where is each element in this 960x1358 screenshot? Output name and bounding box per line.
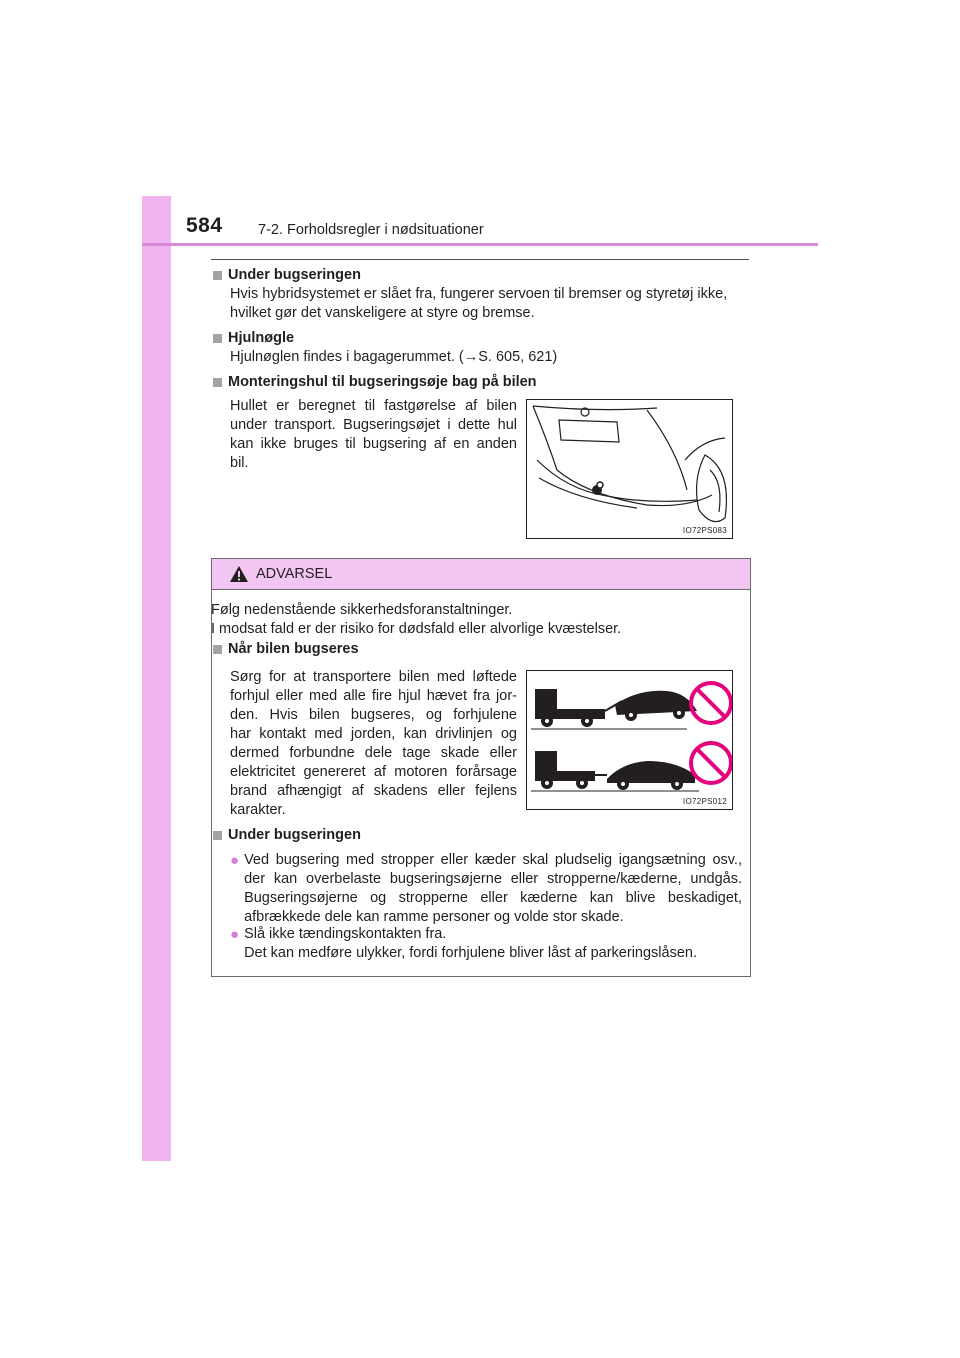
square-bullet-icon [213, 334, 222, 343]
warning-sub-heading-1 [211, 640, 751, 659]
sub1-text-line: forhjul eller med alle fire hjul hævet fra jor- [230, 688, 517, 704]
sub1-text-line: brand afhængigt af skadens eller fejlens [230, 783, 517, 799]
section-text-line: bil. [230, 455, 249, 471]
warning-bullet-2 [230, 925, 742, 963]
figure-code: IO72PS083 [682, 526, 727, 535]
bullet-text-line: Ved bugsering med stropper eller kæder skal pludselig igangsætning osv., [244, 852, 742, 868]
figure-code: IO72PS012 [682, 797, 727, 806]
section-text-line: Hjulnøglen findes i bagagerummet. (→S. 605, 621) [230, 349, 558, 365]
sub-heading: Når bilen bugseres [228, 641, 359, 657]
square-bullet-icon [213, 645, 222, 654]
section-text-line: hvilket gør det vanskeligere at styre og bremse. [230, 305, 535, 321]
bullet-text-line: Det kan medføre ulykker, fordi forhjulene bliver låst af parkeringslåsen. [244, 945, 697, 961]
square-bullet-icon [213, 378, 222, 387]
sub1-text-line: karakter. [230, 802, 286, 818]
warning-title: ADVARSEL [256, 566, 333, 582]
section-heading: Monteringshul til bugseringsøje bag på bilen [228, 374, 537, 390]
square-bullet-icon [213, 831, 222, 840]
section-under-bugseringen [211, 266, 751, 323]
sub-heading: Under bugseringen [228, 827, 361, 843]
rear-bumper-towing-eye-illustration [527, 400, 732, 538]
warning-sub-heading-2 [211, 826, 751, 845]
section-monteringshul [211, 373, 751, 392]
section-title: 7-2. Forholdsregler i nødsituationer [258, 222, 484, 238]
section-text-line: kan ikke bruges til bugsering af en anden [230, 436, 517, 452]
section-text-line: Hullet er beregnet til fastgørelse af bilen [230, 398, 517, 414]
sub1-text-line: elektricitet genereret af motoren forårsage [230, 764, 517, 780]
bullet-text-line: Slå ikke tændingskontakten fra. [244, 926, 447, 942]
section-monteringshul-text [230, 397, 517, 473]
rear-bumper-figure [526, 399, 733, 539]
warning-intro [211, 601, 751, 639]
section-heading: Hjulnøgle [228, 330, 295, 346]
warning-intro-line: Følg nedenstående sikkerhedsforanstaltninger. [211, 602, 513, 618]
sub1-text-line: Sørg for at transportere bilen med løftede [230, 669, 517, 685]
section-text-line: Hvis hybridsystemet er slået fra, fungerer servoen til bremser og styretøj ikke, [230, 286, 728, 302]
page-number: 584 [186, 214, 223, 237]
sub1-text-line: den. Hvis bilen bugseres, og forhjulene [230, 707, 517, 723]
warning-intro-line: I modsat fald er der risiko for dødsfald eller alvorlige kvæstelser. [211, 621, 622, 637]
prohibited-towing-illustration [527, 671, 732, 809]
header-rule [142, 243, 818, 246]
round-bullet-icon: ● [230, 852, 240, 869]
side-color-strip [142, 196, 171, 1161]
warning-bullet-1 [230, 851, 742, 927]
warning-sub1-text [230, 668, 517, 820]
bullet-text-line: der kan overbelaste bugseringsøjerne eller stropperne/kæderne, undgås. [244, 871, 742, 887]
content-divider [211, 259, 749, 260]
section-heading: Under bugseringen [228, 267, 361, 283]
bullet-text-line: Bugseringsøjerne og stropperne eller kæderne kan blive beskadiget, [244, 890, 742, 906]
warning-header [212, 559, 750, 590]
square-bullet-icon [213, 271, 222, 280]
section-hjulnoegle [211, 329, 751, 367]
towing-prohibited-figure [526, 670, 733, 810]
warning-triangle-icon [229, 565, 249, 583]
sub1-text-line: har kontakt med jorden, kan drivlinjen og [230, 726, 517, 742]
sub1-text-line: dermed forbundne dele tage skade eller [230, 745, 517, 761]
section-text-line: under transport. Bugseringsøjet i dette hul [230, 417, 517, 433]
bullet-text-line: afbrækkede dele kan ramme personer og volde stor skade. [244, 909, 624, 925]
round-bullet-icon: ● [230, 926, 240, 943]
